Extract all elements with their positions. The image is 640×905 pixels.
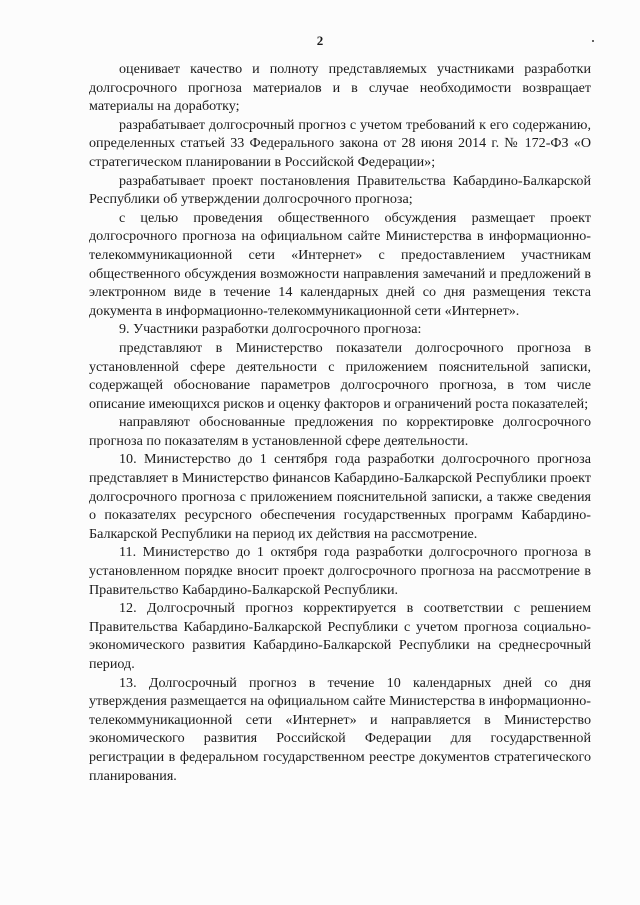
scan-mark (592, 40, 594, 42)
paragraph-item-13: 13. Долгосрочный прогноз в течение 10 календарных дней со дня утверждения размещается на официальном сайте Министерства в информационно-телекоммуникационной сети «Интернет» и направляется в Министерство экономического развития Российской Федерации для государственной регистрации в федеральном государственном реестре документов стратегического планирования. (89, 674, 591, 784)
page-number: 2 (316, 33, 324, 48)
paragraph-submit-indicators: представляют в Министерство показатели долгосрочного прогноза в установленной сфере деятельности с приложением пояснительной записки, содержащей обоснование параметров долгосрочного прогноза, в том числе описание имеющихся рисков и оценку факторов и ограничений роста показателей; (89, 339, 591, 412)
paragraph-evaluates-quality: оценивает качество и полноту представляемых участниками разработки долгосрочного прогноза материалов и в случае необходимости возвращает материалы на доработку; (89, 61, 591, 115)
paragraph-develops-forecast: разрабатывает долгосрочный прогноз с учетом требований к его содержанию, определенных статьей 33 Федерального закона от 28 июня 2014 г. № 172-ФЗ «О стратегическом планировании в Российской Федерации»; (89, 116, 591, 170)
paragraph-item-9-heading: 9. Участники разработки долгосрочного прогноза: (119, 321, 422, 338)
paragraph-send-proposals: направляют обоснованные предложения по корректировке долгосрочного прогноза по показателям в установленной сфере деятельности. (89, 414, 591, 449)
paragraph-item-12: 12. Долгосрочный прогноз корректируется в соответствии с решением Правительства Кабардино-Балкарской Республики с учетом прогноза социально-экономического развития Кабардино-Балкарской Республики на среднесрочный период. (89, 600, 591, 672)
document-body (89, 60, 591, 785)
paragraph-develops-resolution: разрабатывает проект постановления Правительства Кабардино-Балкарской Республики об утверждении долгосрочного прогноза; (89, 172, 591, 208)
paragraph-item-10: 10. Министерство до 1 сентября года разработки долгосрочного прогноза представляет в Министерство финансов Кабардино-Балкарской Республики проект долгосрочного прогноза с приложением пояснительной записки, а также сведения о показателях ресурсного обеспечения государственных программ Кабардино-Балкарской Республики на период их действия на рассмотрение. (89, 451, 591, 542)
paragraph-item-11: 11. Министерство до 1 октября года разработки долгосрочного прогноза в установленном порядке вносит проект долгосрочного прогноза на рассмотрение в Правительство Кабардино-Балкарской Республики. (89, 544, 591, 598)
paragraph-public-discussion: с целью проведения общественного обсуждения размещает проект долгосрочного прогноза на официальном сайте Министерства в информационно-телекоммуникационной сети «Интернет» с предоставлением участникам общественного обсуждения возможности направления замечаний и предложений в электронном виде в течение 14 календарных дней со дня размещения текста документа в информационно-телекоммуникационной сети «Интернет». (89, 209, 591, 319)
